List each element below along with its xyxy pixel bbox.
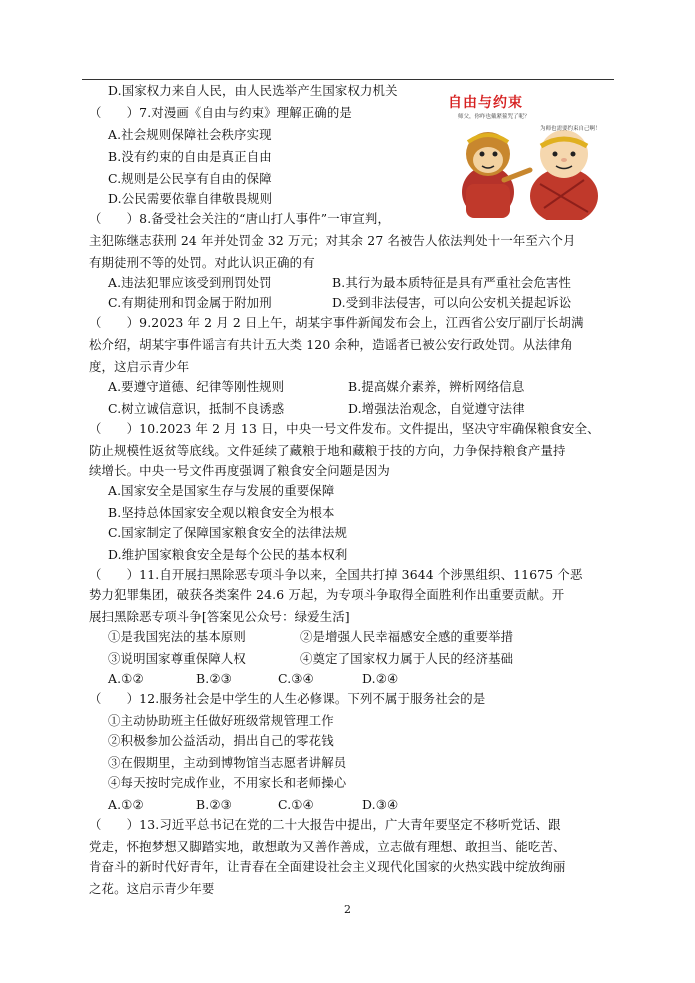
q9-stem-line2: 松介绍，胡某宇事件谣言有共计五大类 120 余种，造谣者已被公安行政处罚。从法律角 [89, 337, 573, 352]
q11-option-d: D.②④ [362, 671, 399, 686]
q11-stem-line1: （ ）11.自开展扫黑除恶专项斗争以来，全国共打掉 3644 个涉黑组织、11675 个恶 [89, 567, 583, 582]
q11-statement-1: ①是我国宪法的基本原则 [108, 629, 246, 644]
q12-statement-4: ④每天按时完成作业，不用家长和老师操心 [108, 775, 347, 790]
q8-stem-line3: 有期徒刑不等的处罚。对此认识正确的有 [89, 255, 315, 270]
header-rule [82, 79, 614, 80]
q12-option-b: B.②③ [196, 797, 232, 812]
q12-statement-1: ①主动协助班主任做好班级常规管理工作 [108, 713, 334, 728]
q9-stem-line1: （ ）9.2023 年 2 月 2 日上午，胡某宇事件新闻发布会上，江西省公安厅副厅长胡满 [89, 315, 584, 330]
q12-option-a: A.①② [108, 797, 144, 812]
q10-stem-line3: 续增长。中央一号文件再度强调了粮食安全问题是因为 [89, 463, 390, 478]
q10-stem-line2: 防止规模性返贫等底线。文件延续了藏粮于地和藏粮于技的方向，力争保持粮食产量持 [89, 443, 566, 458]
q8-option-b: B.其行为最本质特征是具有严重社会危害性 [332, 275, 572, 290]
q10-option-c: C.国家制定了保障国家粮食安全的法律法规 [108, 525, 348, 540]
q11-stem-line2: 势力犯罪集团，破获各类案件 24.6 万起，为专项斗争取得全面胜利作出重要贡献。开 [89, 587, 565, 602]
q13-stem-line2: 党走，怀抱梦想又脚踏实地，敢想敢为又善作善成，立志做有理想、敢担当、能吃苦、 [89, 839, 566, 854]
q11-stem-line3: 展扫黑除恶专项斗争[答案见公众号：绿爱生活] [89, 609, 350, 624]
q12-statement-2: ②积极参加公益活动，捐出自己的零花钱 [108, 733, 334, 748]
q8-stem-line1: （ ）8.备受社会关注的“唐山打人事件”一审宣判， [89, 211, 390, 226]
q8-option-a: A.违法犯罪应该受到刑罚处罚 [108, 275, 272, 290]
q13-stem-line3: 肯奋斗的新时代好青年，让青春在全面建设社会主义现代化国家的火热实践中绽放绚丽 [89, 859, 566, 874]
q10-option-b: B.坚持总体国家安全观以粮食安全为根本 [108, 505, 335, 520]
q12-option-c: C.①④ [278, 797, 314, 812]
q12-statement-3: ③在假期里，主动到博物馆当志愿者讲解员 [108, 755, 347, 770]
q9-option-d: D.增强法治观念，自觉遵守法律 [348, 401, 525, 416]
cartoon-freedom-and-restraint [444, 88, 616, 220]
q12-stem: （ ）12.服务社会是中学生的人生必修课。下列不属于服务社会的是 [89, 691, 486, 706]
cartoon-title: 自由与约束 [448, 95, 523, 111]
q10-option-a: A.国家安全是国家生存与发展的重要保障 [108, 483, 335, 498]
q7-option-c: C.规则是公民享有自由的保障 [108, 171, 272, 186]
q11-statement-2: ②是增强人民幸福感安全感的重要举措 [300, 629, 514, 644]
q9-stem-line3: 度，这启示青少年 [89, 359, 190, 374]
q8-option-d: D.受到非法侵害，可以向公安机关提起诉讼 [332, 295, 572, 310]
q9-option-a: A.要遵守道德、纪律等刚性规则 [108, 379, 285, 394]
q11-statement-4: ④奠定了国家权力属于人民的经济基础 [300, 651, 514, 666]
q10-stem-line1: （ ）10.2023 年 2 月 13 日，中央一号文件发布。文件提出，坚决守牢确保粮食安全、 [89, 421, 600, 436]
q8-stem-line2: 主犯陈继志获刑 24 年并处罚金 32 万元；对其余 27 名被告人依法判处十一年至六个月 [89, 233, 576, 248]
q6-option-d: D.国家权力来自人民，由人民选举产生国家权力机关 [108, 83, 398, 98]
q11-option-b: B.②③ [196, 671, 232, 686]
q10-option-d: D.维护国家粮食安全是每个公民的基本权利 [108, 547, 348, 562]
q7-option-d: D.公民需要依靠自律敬畏规则 [108, 191, 273, 206]
q13-stem-line1: （ ）13.习近平总书记在党的二十大报告中提出，广大青年要坚定不移听党话、跟 [89, 817, 561, 832]
q11-option-a: A.①② [108, 671, 144, 686]
q13-stem-line4: 之花。这启示青少年要 [89, 881, 215, 896]
q11-option-c: C.③④ [278, 671, 314, 686]
q11-statement-3: ③说明国家尊重保障人权 [108, 651, 246, 666]
page-number: 2 [344, 903, 351, 916]
q7-stem: （ ）7.对漫画《自由与约束》理解正确的是 [89, 105, 352, 120]
cartoon-bubble-right: 为师也需要约束自己啊！ [540, 126, 601, 132]
q9-option-b: B.提高媒介素养，辨析网络信息 [348, 379, 525, 394]
q12-option-d: D.③④ [362, 797, 399, 812]
q8-option-c: C.有期徒刑和罚金属于附加刑 [108, 295, 272, 310]
q7-option-a: A.社会规则保障社会秩序实现 [108, 127, 272, 142]
cartoon-bubble-left: 师父，你咋也戴紧箍咒了呢？ [458, 114, 530, 120]
q7-option-b: B.没有约束的自由是真正自由 [108, 149, 272, 164]
q9-option-c: C.树立诚信意识，抵制不良诱惑 [108, 401, 285, 416]
